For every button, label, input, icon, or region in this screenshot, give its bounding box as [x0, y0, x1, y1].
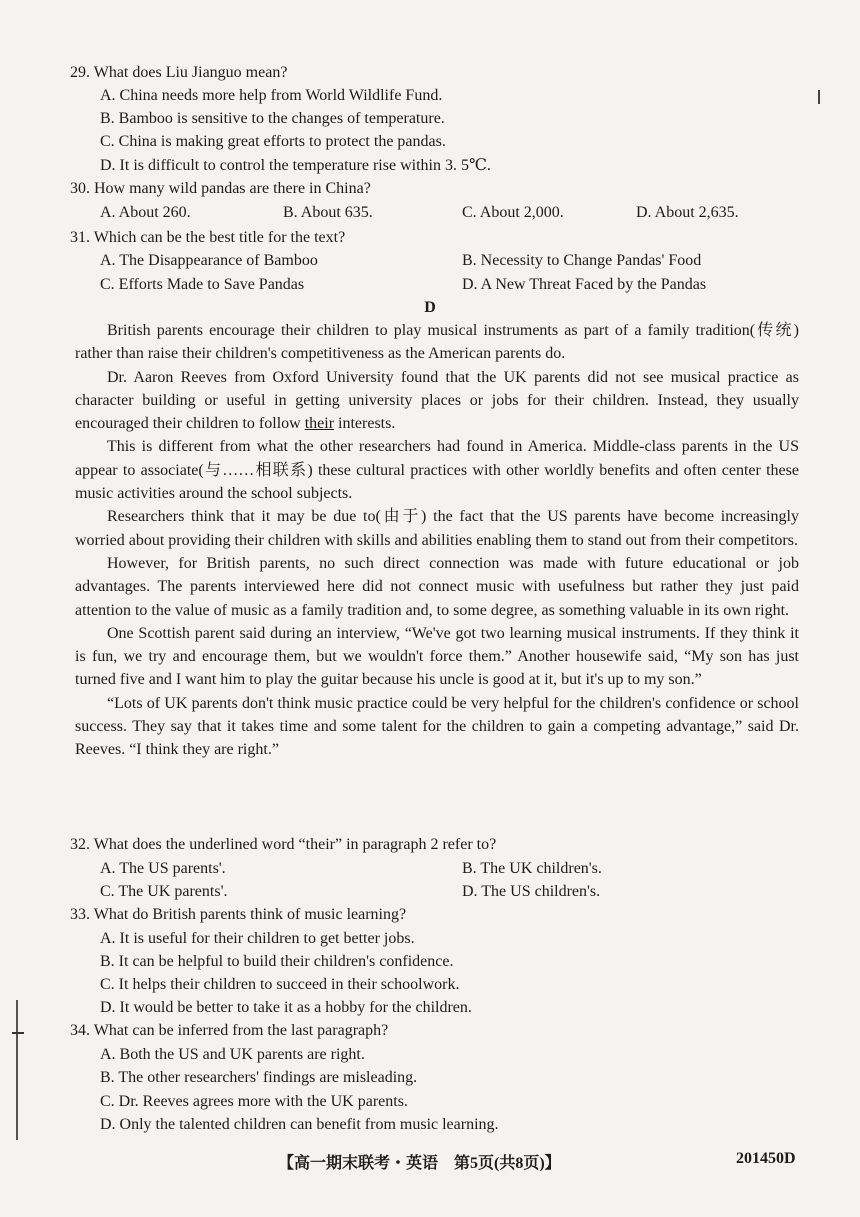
- q31-stem: 31. Which can be the best title for the text?: [70, 229, 346, 246]
- q31-option-c: C. Efforts Made to Save Pandas: [100, 276, 305, 293]
- q30-stem: 30. How many wild pandas are there in China?: [70, 180, 371, 197]
- section-heading: D: [424, 299, 436, 316]
- q33-option-a: A. It is useful for their children to get better jobs.: [100, 930, 415, 947]
- reading-passage: [75, 319, 799, 762]
- q30-option-d: D. About 2,635.: [636, 204, 739, 221]
- scan-mark: [818, 90, 820, 104]
- margin-line: [16, 1000, 18, 1140]
- q29-option-b: B. Bamboo is sensitive to the changes of temperature.: [100, 110, 445, 127]
- q32-stem: 32. What does the underlined word “their” in paragraph 2 refer to?: [70, 836, 497, 853]
- q30-option-c: C. About 2,000.: [462, 204, 564, 221]
- q32-option-d: D. The US children's.: [462, 883, 601, 900]
- q34-option-d: D. Only the talented children can benefit from music learning.: [100, 1116, 499, 1133]
- q29-stem: 29. What does Liu Jianguo mean?: [70, 64, 288, 81]
- q29-option-d: D. It is difficult to control the temperature rise within 3. 5℃.: [100, 157, 491, 174]
- margin-tick: [12, 1032, 24, 1034]
- footer-exam-info: 【高一期末联考・英语 第5页(共8页)】: [278, 1155, 561, 1172]
- passage-paragraph-4: Researchers think that it may be due to(由于) the fact that the US parents have become increasingly worried about providing their children with skills and abilities enabling them to stand out from their competitors.: [75, 508, 799, 549]
- q32-option-c: C. The UK parents'.: [100, 883, 228, 900]
- passage-paragraph-6: One Scottish parent said during an interview, “We've got two learning musical instruments. If they think it is fun, we try and encourage them, but we wouldn't force them.” Another housewife said, “My son has just turned five and I want him to play the guitar because his uncle is good at it, but it's up to my son.”: [75, 624, 799, 689]
- q33-option-d: D. It would be better to take it as a hobby for the children.: [100, 999, 472, 1016]
- paragraph-2-text: Dr. Aaron Reeves from Oxford University found that the UK parents did not see musical practice as character building or useful in getting university places or jobs for their children. Instead, they usually encouraged their children to follow: [75, 368, 799, 433]
- q34-option-b: B. The other researchers' findings are misleading.: [100, 1069, 418, 1086]
- q33-stem: 33. What do British parents think of music learning?: [70, 906, 407, 923]
- q34-stem: 34. What can be inferred from the last paragraph?: [70, 1022, 389, 1039]
- q30-option-a: A. About 260.: [100, 204, 191, 221]
- passage-paragraph-5: However, for British parents, no such direct connection was made with future educational or job advantages. The parents interviewed here did not connect music with usefulness but rather they just paid attention to the value of music as a family tradition and, to some degree, as something valuable in its own right.: [75, 554, 799, 619]
- paragraph-2-tail: interests.: [334, 415, 396, 433]
- passage-paragraph-1: British parents encourage their children to play musical instruments as part of a family tradition(传统) rather than raise their children's competitiveness as the American parents do.: [75, 322, 799, 363]
- q31-option-b: B. Necessity to Change Pandas' Food: [462, 252, 702, 269]
- q30-option-b: B. About 635.: [283, 204, 373, 221]
- q32-option-b: B. The UK children's.: [462, 860, 602, 877]
- q32-option-a: A. The US parents'.: [100, 860, 226, 877]
- q31-option-d: D. A New Threat Faced by the Pandas: [462, 276, 707, 293]
- q31-option-a: A. The Disappearance of Bamboo: [100, 252, 318, 269]
- underlined-word: their: [304, 415, 335, 433]
- footer-code: 201450D: [736, 1150, 796, 1167]
- q33-option-b: B. It can be helpful to build their children's confidence.: [100, 953, 454, 970]
- passage-paragraph-7: “Lots of UK parents don't think music practice could be very helpful for the children's confidence or school success. They say that it takes time and some talent for the children to gain a competing advantage,” said Dr. Reeves. “I think they are right.”: [75, 694, 799, 759]
- q33-option-c: C. It helps their children to succeed in their schoolwork.: [100, 976, 460, 993]
- q29-option-c: C. China is making great efforts to protect the pandas.: [100, 133, 446, 150]
- q34-option-c: C. Dr. Reeves agrees more with the UK parents.: [100, 1093, 408, 1110]
- q34-option-a: A. Both the US and UK parents are right.: [100, 1046, 365, 1063]
- passage-paragraph-3: This is different from what the other researchers had found in America. Middle-class parents in the US appear to associate(与……相联系) these cultural practices with other worldly benefits and often center these music activities around the school subjects.: [75, 438, 799, 503]
- passage-paragraph-2: [75, 366, 799, 436]
- q29-option-a: A. China needs more help from World Wildlife Fund.: [100, 87, 443, 104]
